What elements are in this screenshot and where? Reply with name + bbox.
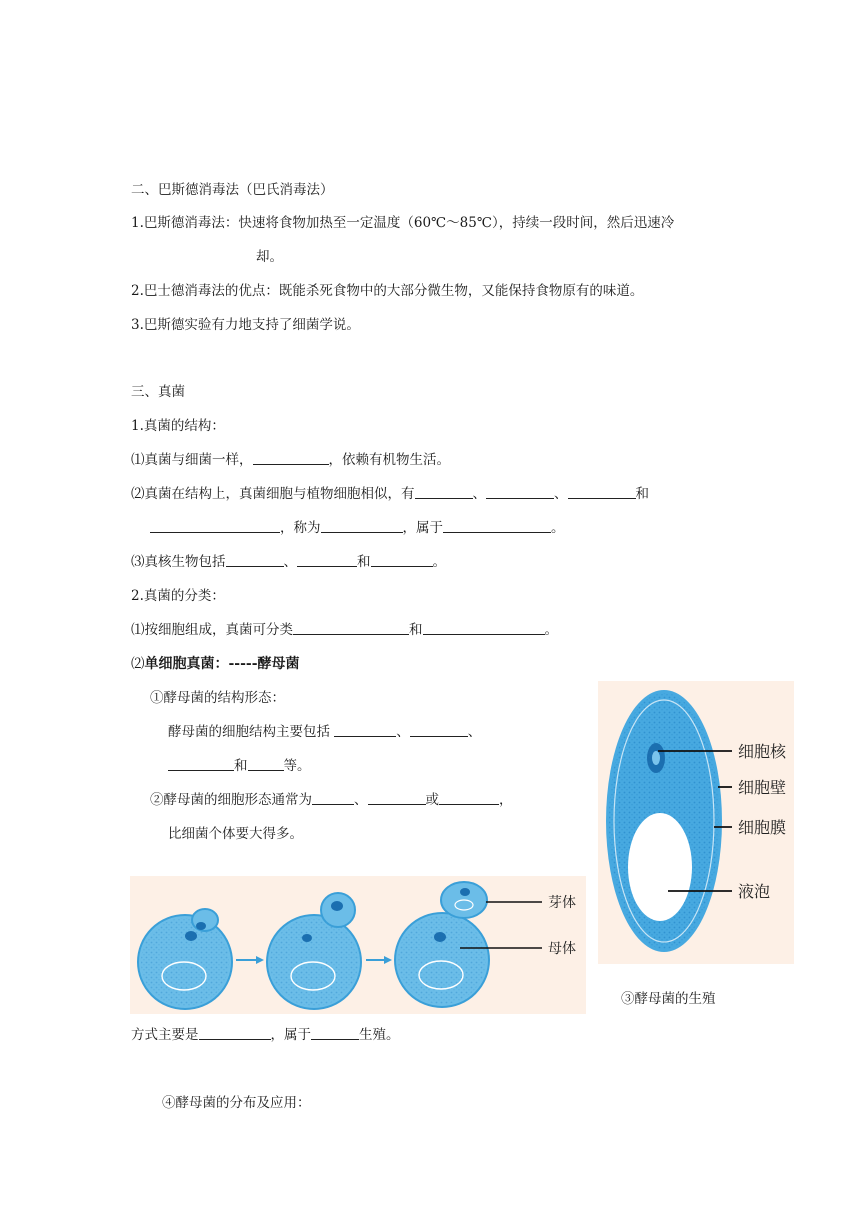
- answer-blank[interactable]: [410, 723, 468, 737]
- answer-blank[interactable]: [423, 621, 545, 635]
- section-2-item-1-cont: 却。: [256, 249, 283, 265]
- label-bud: 芽体: [548, 895, 576, 911]
- answer-blank[interactable]: [311, 1026, 359, 1040]
- answer-blank[interactable]: [293, 621, 409, 635]
- answer-blank[interactable]: [150, 519, 280, 533]
- fungi-structure-q1: ⑴真菌与细菌一样， ，依赖有机物生活。: [131, 452, 450, 468]
- answer-blank[interactable]: [368, 791, 426, 805]
- yeast-budding-figure: [130, 876, 586, 1014]
- fungi-structure-q2-cont: ，称为 ，属于 。: [150, 519, 565, 537]
- yeast-reproduction-caption: ③酵母菌的生殖: [621, 991, 716, 1007]
- answer-blank[interactable]: [334, 723, 396, 737]
- label-cell-membrane: 细胞膜: [738, 818, 787, 837]
- answer-blank[interactable]: [443, 519, 551, 533]
- answer-blank[interactable]: [568, 485, 636, 499]
- answer-blank[interactable]: [199, 1026, 271, 1040]
- answer-blank[interactable]: [226, 553, 284, 567]
- yeast-structure-q: 酵母菌的细胞结构主要包括 、 、: [168, 724, 482, 740]
- answer-blank[interactable]: [415, 485, 473, 499]
- fungi-structure-q3: ⑶真核生物包括 、 和 。: [131, 554, 446, 570]
- answer-blank[interactable]: [439, 791, 499, 805]
- vacuole: [628, 813, 692, 921]
- section-2-item-1: 1.巴斯德消毒法：快速将食物加热至一定温度（60℃～85℃），持续一段时间，然后迅速冷: [131, 215, 675, 231]
- fungi-classification-q1: ⑴按细胞组成，真菌可分类 和 。: [131, 622, 558, 638]
- fungi-structure-title: 1.真菌的结构：: [131, 418, 225, 434]
- section-3-heading: 三、真菌: [131, 384, 185, 400]
- answer-blank[interactable]: [371, 553, 433, 567]
- answer-blank[interactable]: [297, 553, 357, 567]
- answer-blank[interactable]: [253, 451, 329, 465]
- section-2-item-3: 3.巴斯德实验有力地支持了细菌学说。: [131, 317, 360, 333]
- label-vacuole: 液泡: [738, 882, 771, 901]
- yeast-heading: ⑵单细胞真菌：-----酵母菌: [131, 656, 300, 672]
- yeast-cell-figure: [598, 681, 794, 964]
- fungi-classification-title: 2.真菌的分类：: [131, 588, 225, 604]
- answer-blank[interactable]: [486, 485, 554, 499]
- yeast-distribution-title: ④酵母菌的分布及应用：: [162, 1095, 311, 1111]
- fungi-structure-q2: ⑵真菌在结构上，真菌细胞与植物细胞相似，有 、 、 和: [131, 486, 649, 502]
- label-mother: 母体: [548, 941, 576, 957]
- section-2-heading: 二、巴斯德消毒法（巴氏消毒法）: [131, 182, 334, 198]
- yeast-structure-title: ①酵母菌的结构形态：: [150, 690, 285, 706]
- label-nucleus: 细胞核: [738, 742, 787, 761]
- answer-blank[interactable]: [312, 791, 354, 805]
- answer-blank[interactable]: [168, 757, 234, 771]
- section-2-item-2: 2.巴士德消毒法的优点：既能杀死食物中的大部分微生物，又能保持食物原有的味道。: [131, 283, 644, 299]
- answer-blank[interactable]: [248, 757, 284, 771]
- yeast-reproduction-q: 方式主要是 ，属于 生殖。: [131, 1027, 400, 1043]
- yeast-structure-q-cont: 和 等。: [168, 757, 311, 775]
- yeast-shape-q: ②酵母菌的细胞形态通常为 、 或 ，: [150, 792, 513, 808]
- yeast-shape-q-cont: 比细菌个体要大得多。: [168, 826, 303, 842]
- label-cell-wall: 细胞壁: [738, 778, 787, 797]
- answer-blank[interactable]: [321, 519, 403, 533]
